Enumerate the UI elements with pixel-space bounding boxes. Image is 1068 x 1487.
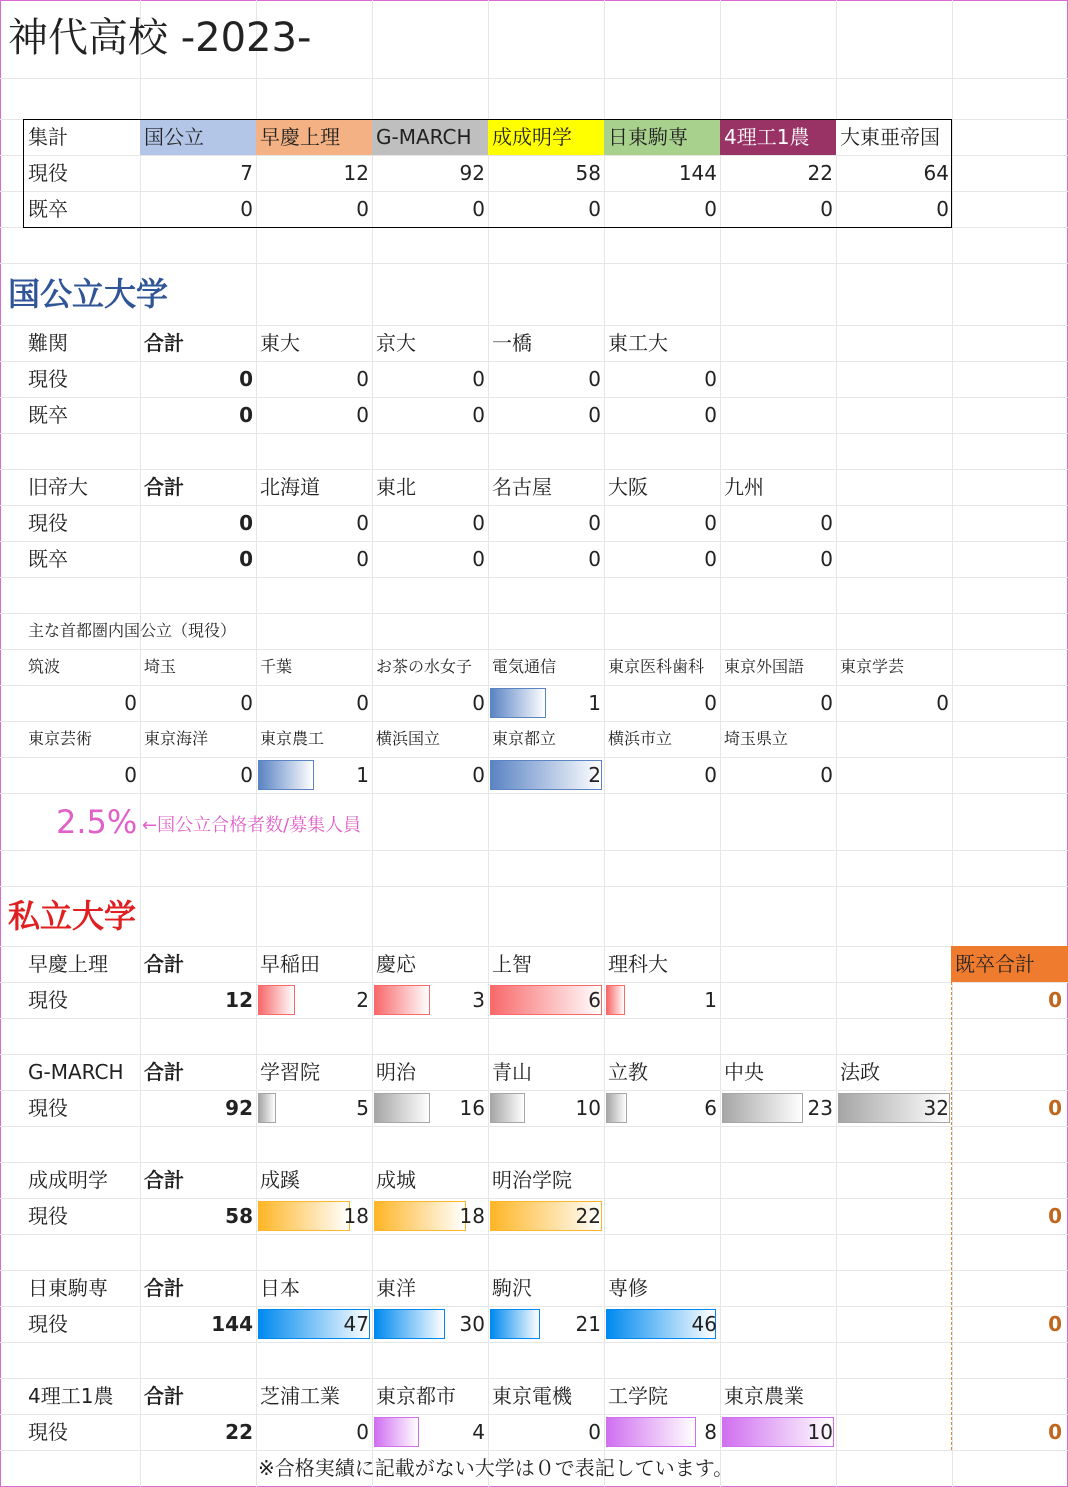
group-school: 青山 — [492, 1060, 532, 1084]
summary-value: 0 — [820, 197, 833, 221]
group-value: 10 — [807, 1420, 833, 1444]
nankan-value: 0 — [472, 403, 485, 427]
group-school: 東京電機 — [492, 1384, 572, 1408]
group-school: 早稲田 — [260, 952, 320, 976]
group-school: 理科大 — [608, 952, 668, 976]
group-kisotsu-total: 0 — [1048, 1096, 1062, 1120]
shutoken-value: 0 — [820, 763, 833, 787]
group-value: 0 — [588, 1420, 601, 1444]
group-total: 58 — [225, 1204, 253, 1228]
group-total-label: 合計 — [144, 1384, 184, 1408]
nankan-school: 東工大 — [608, 331, 668, 355]
shutoken-school: 横浜市立 — [608, 729, 673, 748]
group-kisotsu-total: 0 — [1048, 1204, 1062, 1228]
group-total-label: 合計 — [144, 1060, 184, 1084]
kyuteidai-school: 東北 — [376, 475, 416, 499]
shutoken-value: 0 — [240, 763, 253, 787]
group-school: 工学院 — [608, 1384, 668, 1408]
group-row-label: 現役 — [28, 1420, 68, 1444]
shutoken-value: 0 — [472, 763, 485, 787]
shutoken-value: 2 — [588, 763, 601, 787]
nankan-row-label: 現役 — [28, 367, 68, 391]
group-row-label: 現役 — [28, 1096, 68, 1120]
national-ratio-note: ←国公立合格者数/募集人員 — [142, 815, 362, 836]
shutoken-value: 0 — [356, 691, 369, 715]
shutoken-value: 0 — [240, 691, 253, 715]
group-total: 144 — [211, 1312, 253, 1336]
group-value: 0 — [356, 1420, 369, 1444]
group-value: 32 — [923, 1096, 949, 1120]
national-ratio: 2.5% — [56, 803, 138, 841]
kyuteidai-label: 旧帝大 — [28, 475, 88, 499]
group-school: 法政 — [840, 1060, 880, 1084]
kyuteidai-row-label: 既卒 — [28, 547, 68, 571]
summary-header: 大東亜帝国 — [840, 125, 940, 149]
group-value: 18 — [459, 1204, 485, 1228]
group-value: 4 — [472, 1420, 485, 1444]
summary-value: 22 — [807, 161, 833, 185]
kyuteidai-row-label: 現役 — [28, 511, 68, 535]
shutoken-value: 1 — [588, 691, 601, 715]
nankan-value: 0 — [356, 403, 369, 427]
kyuteidai-total: 0 — [239, 511, 253, 535]
group-school: 専修 — [608, 1276, 648, 1300]
shutoken-school: 東京海洋 — [144, 729, 209, 748]
shutoken-school: 東京都立 — [492, 729, 557, 748]
nankan-total: 0 — [239, 367, 253, 391]
shutoken-school: 横浜国立 — [376, 729, 441, 748]
shutoken-school: 東京学芸 — [840, 657, 905, 676]
group-value: 21 — [575, 1312, 601, 1336]
shutoken-value: 0 — [124, 763, 137, 787]
group-value: 23 — [807, 1096, 833, 1120]
shutoken-school: お茶の水女子 — [376, 657, 473, 676]
kyuteidai-value: 0 — [472, 511, 485, 535]
group-value: 18 — [343, 1204, 369, 1228]
summary-value: 7 — [240, 161, 253, 185]
kyuteidai-value: 0 — [356, 547, 369, 571]
group-school: 立教 — [608, 1060, 648, 1084]
kyuteidai-value: 0 — [704, 547, 717, 571]
group-kisotsu-total: 0 — [1048, 988, 1062, 1012]
shutoken-school: 東京芸術 — [28, 729, 93, 748]
summary-header: G-MARCH — [376, 125, 472, 149]
summary-value: 0 — [356, 197, 369, 221]
group-label: 日東駒専 — [28, 1276, 108, 1300]
shutoken-value: 0 — [704, 763, 717, 787]
kyuteidai-school: 九州 — [724, 475, 764, 499]
kyuteidai-value: 0 — [588, 511, 601, 535]
group-value: 16 — [459, 1096, 485, 1120]
group-label: 早慶上理 — [28, 952, 108, 976]
group-row-label: 現役 — [28, 1312, 68, 1336]
summary-value: 0 — [704, 197, 717, 221]
kyuteidai-school: 大阪 — [608, 475, 648, 499]
group-value: 47 — [343, 1312, 369, 1336]
private-heading: 私立大学 — [8, 897, 137, 935]
group-value: 10 — [575, 1096, 601, 1120]
nankan-value: 0 — [588, 367, 601, 391]
page-title: 神代高校 -2023- — [8, 15, 312, 61]
group-school: 上智 — [492, 952, 532, 976]
group-school: 東洋 — [376, 1276, 416, 1300]
nankan-value: 0 — [472, 367, 485, 391]
group-total-label: 合計 — [144, 1276, 184, 1300]
group-school: 慶応 — [376, 952, 416, 976]
nankan-total: 0 — [239, 403, 253, 427]
group-school: 日本 — [260, 1276, 300, 1300]
shutoken-value: 0 — [704, 691, 717, 715]
kyuteidai-value: 0 — [820, 511, 833, 535]
kyuteidai-total-label: 合計 — [144, 475, 184, 499]
summary-label: 集計 — [28, 125, 68, 149]
kyuteidai-value: 0 — [356, 511, 369, 535]
summary-row-label: 現役 — [28, 161, 68, 185]
nankan-school: 東大 — [260, 331, 300, 355]
group-value: 22 — [575, 1204, 601, 1228]
summary-value: 58 — [575, 161, 601, 185]
shutoken-value: 0 — [472, 691, 485, 715]
group-total: 12 — [225, 988, 253, 1012]
group-total: 22 — [225, 1420, 253, 1444]
group-school: 芝浦工業 — [260, 1384, 340, 1408]
shutoken-school: 東京外国語 — [724, 657, 805, 676]
shutoken-value: 0 — [820, 691, 833, 715]
group-value: 8 — [704, 1420, 717, 1444]
group-school: 成蹊 — [260, 1168, 300, 1192]
group-school: 明治 — [376, 1060, 416, 1084]
group-value: 2 — [356, 988, 369, 1012]
group-label: 成成明学 — [28, 1168, 108, 1192]
group-row-label: 現役 — [28, 1204, 68, 1228]
group-school: 中央 — [724, 1060, 764, 1084]
nankan-value: 0 — [704, 403, 717, 427]
group-value: 6 — [704, 1096, 717, 1120]
summary-header: 国公立 — [144, 125, 204, 149]
group-value: 5 — [356, 1096, 369, 1120]
shutoken-school: 筑波 — [28, 657, 61, 676]
shutoken-value: 0 — [124, 691, 137, 715]
kisotsu-total-header: 既卒合計 — [951, 946, 1068, 982]
group-value: 46 — [691, 1312, 717, 1336]
kyuteidai-value: 0 — [472, 547, 485, 571]
shutoken-school: 埼玉県立 — [724, 729, 789, 748]
group-total-label: 合計 — [144, 1168, 184, 1192]
kyuteidai-total: 0 — [239, 547, 253, 571]
summary-value: 0 — [472, 197, 485, 221]
summary-value: 12 — [343, 161, 369, 185]
shutoken-label: 主な首都圏内国公立（現役） — [28, 621, 237, 640]
shutoken-school: 千葉 — [260, 657, 293, 676]
summary-value: 144 — [678, 161, 717, 185]
shutoken-value: 1 — [356, 763, 369, 787]
nankan-total-label: 合計 — [144, 331, 184, 355]
summary-value: 0 — [240, 197, 253, 221]
group-row-label: 現役 — [28, 988, 68, 1012]
group-school: 成城 — [376, 1168, 416, 1192]
shutoken-school: 電気通信 — [492, 657, 557, 676]
group-school: 駒沢 — [492, 1276, 532, 1300]
group-value: 6 — [588, 988, 601, 1012]
nankan-school: 京大 — [376, 331, 416, 355]
group-label: 4理工1農 — [28, 1384, 114, 1408]
nankan-school: 一橋 — [492, 331, 532, 355]
shutoken-school: 埼玉 — [144, 657, 177, 676]
group-kisotsu-total: 0 — [1048, 1312, 1062, 1336]
shutoken-school: 東京医科歯科 — [608, 657, 705, 676]
group-label: G-MARCH — [28, 1060, 124, 1084]
group-school: 東京農業 — [724, 1384, 804, 1408]
summary-value: 0 — [588, 197, 601, 221]
summary-header: 4理工1農 — [724, 125, 810, 149]
footnote: ※合格実績に記載がない大学は０で表記しています。 — [258, 1456, 734, 1480]
nankan-row-label: 既卒 — [28, 403, 68, 427]
kyuteidai-school: 名古屋 — [492, 475, 552, 499]
summary-header: 日東駒専 — [608, 125, 688, 149]
kyuteidai-value: 0 — [820, 547, 833, 571]
group-value: 1 — [704, 988, 717, 1012]
group-value: 3 — [472, 988, 485, 1012]
group-school: 明治学院 — [492, 1168, 572, 1192]
summary-header: 成成明学 — [492, 125, 572, 149]
group-total-label: 合計 — [144, 952, 184, 976]
kyuteidai-school: 北海道 — [260, 475, 320, 499]
shutoken-value: 0 — [936, 691, 949, 715]
national-heading: 国公立大学 — [8, 275, 169, 313]
nankan-label: 難関 — [28, 331, 68, 355]
kyuteidai-value: 0 — [588, 547, 601, 571]
group-kisotsu-total: 0 — [1048, 1420, 1062, 1444]
group-value: 30 — [459, 1312, 485, 1336]
summary-row-label: 既卒 — [28, 197, 68, 221]
summary-value: 92 — [459, 161, 485, 185]
nankan-value: 0 — [356, 367, 369, 391]
group-school: 学習院 — [260, 1060, 320, 1084]
group-total: 92 — [225, 1096, 253, 1120]
nankan-value: 0 — [588, 403, 601, 427]
summary-value: 0 — [936, 197, 949, 221]
summary-header: 早慶上理 — [260, 125, 340, 149]
summary-value: 64 — [923, 161, 949, 185]
shutoken-school: 東京農工 — [260, 729, 325, 748]
nankan-value: 0 — [704, 367, 717, 391]
kyuteidai-value: 0 — [704, 511, 717, 535]
group-school: 東京都市 — [376, 1384, 456, 1408]
